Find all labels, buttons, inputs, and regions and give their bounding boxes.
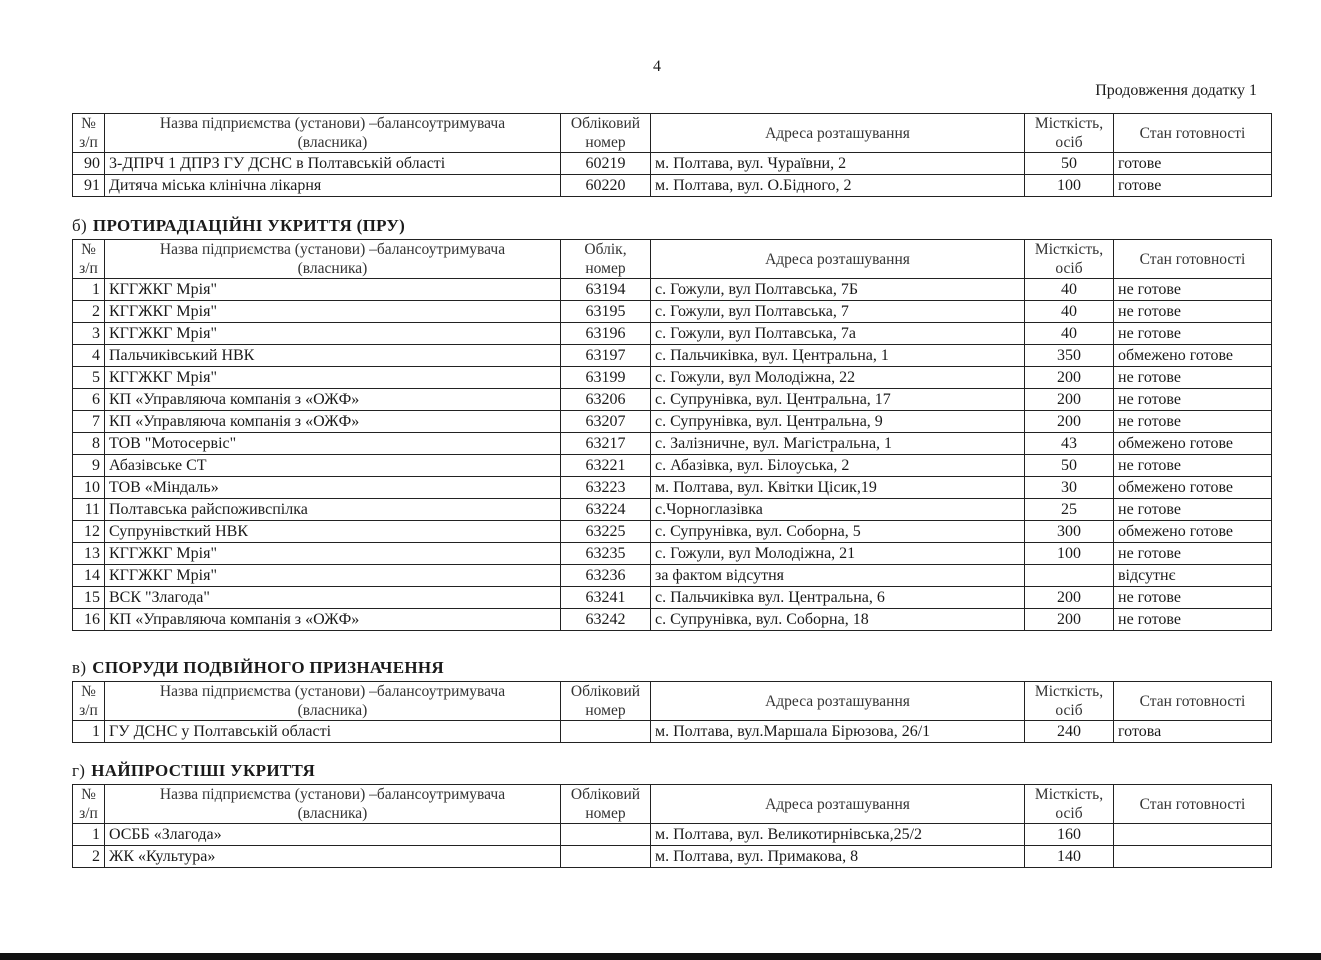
- col-header-address: Адреса розташування: [651, 240, 1025, 279]
- col-header-capacity: Місткість, осіб: [1025, 240, 1114, 279]
- table-row: [73, 175, 1272, 197]
- cell-address: с. Гожули, вул Молодіжна, 21: [651, 543, 1025, 565]
- cell-num: 4: [73, 345, 105, 367]
- cell-capacity: 50: [1025, 153, 1114, 175]
- table-header-row: [73, 114, 1272, 153]
- cell-status: не готове: [1114, 455, 1272, 477]
- cell-name: ТОВ «Міндаль»: [105, 477, 561, 499]
- table-row: [73, 367, 1272, 389]
- cell-num: 2: [73, 301, 105, 323]
- cell-reg-number: [561, 824, 651, 846]
- cell-reg-number: 63223: [561, 477, 651, 499]
- cell-address: м. Полтава, вул.Маршала Бірюзова, 26/1: [651, 721, 1025, 743]
- cell-status: не готове: [1114, 279, 1272, 301]
- col-header-name: Назва підприємства (установи) –балансоутримувача (власника): [105, 240, 561, 279]
- cell-status: не готове: [1114, 609, 1272, 631]
- cell-status: [1114, 824, 1272, 846]
- cell-name: КГГЖКГ Мрія": [105, 279, 561, 301]
- cell-reg-number: 63196: [561, 323, 651, 345]
- table-row: [73, 345, 1272, 367]
- table-row: [73, 846, 1272, 868]
- cell-capacity: 40: [1025, 301, 1114, 323]
- cell-status: не готове: [1114, 543, 1272, 565]
- cell-address: с. Супрунівка, вул. Соборна, 18: [651, 609, 1025, 631]
- cell-capacity: [1025, 565, 1114, 587]
- cell-capacity: 140: [1025, 846, 1114, 868]
- cell-num: 11: [73, 499, 105, 521]
- shelters-table-a: [72, 113, 1272, 197]
- cell-status: обмежено готове: [1114, 345, 1272, 367]
- shelters-table-d: [72, 784, 1272, 868]
- cell-status: обмежено готове: [1114, 477, 1272, 499]
- table-row: [73, 721, 1272, 743]
- cell-capacity: 200: [1025, 411, 1114, 433]
- cell-name: КП «Управляюча компанія з «ОЖФ»: [105, 389, 561, 411]
- table-header-row: [73, 785, 1272, 824]
- cell-status: не готове: [1114, 367, 1272, 389]
- cell-capacity: 240: [1025, 721, 1114, 743]
- cell-num: 2: [73, 846, 105, 868]
- cell-address: с.Чорноглазівка: [651, 499, 1025, 521]
- col-header-status: Стан готовності: [1114, 240, 1272, 279]
- col-header-address: Адреса розташування: [651, 682, 1025, 721]
- cell-reg-number: [561, 846, 651, 868]
- cell-num: 90: [73, 153, 105, 175]
- cell-address: с. Супрунівка, вул. Центральна, 17: [651, 389, 1025, 411]
- table-row: [73, 411, 1272, 433]
- table-row: [73, 477, 1272, 499]
- cell-status: не готове: [1114, 323, 1272, 345]
- cell-capacity: 100: [1025, 175, 1114, 197]
- cell-address: с. Пальчиківка вул. Центральна, 6: [651, 587, 1025, 609]
- cell-capacity: 40: [1025, 323, 1114, 345]
- cell-reg-number: 63241: [561, 587, 651, 609]
- table-row: [73, 455, 1272, 477]
- cell-address: м. Полтава, вул. Великотирнівська,25/2: [651, 824, 1025, 846]
- cell-name: ТОВ "Мотосервіс": [105, 433, 561, 455]
- cell-address: с. Залізничне, вул. Магістральна, 1: [651, 433, 1025, 455]
- cell-status: [1114, 846, 1272, 868]
- section-title-b: б) ПРОТИРАДІАЦІЙНІ УКРИТТЯ (ПРУ): [72, 216, 406, 235]
- cell-num: 10: [73, 477, 105, 499]
- section-title-c: в) СПОРУДИ ПОДВІЙНОГО ПРИЗНАЧЕННЯ: [72, 658, 444, 677]
- cell-num: 5: [73, 367, 105, 389]
- col-header-num: № з/п: [73, 114, 105, 153]
- table-row: [73, 301, 1272, 323]
- cell-status: готова: [1114, 721, 1272, 743]
- cell-name: КП «Управляюча компанія з «ОЖФ»: [105, 411, 561, 433]
- cell-reg-number: 63242: [561, 609, 651, 631]
- cell-reg-number: 60220: [561, 175, 651, 197]
- cell-capacity: 50: [1025, 455, 1114, 477]
- cell-name: ГУ ДСНС у Полтавській області: [105, 721, 561, 743]
- cell-reg-number: 63195: [561, 301, 651, 323]
- cell-name: КГГЖКГ Мрія": [105, 565, 561, 587]
- cell-reg-number: 63235: [561, 543, 651, 565]
- cell-reg-number: 63225: [561, 521, 651, 543]
- col-header-capacity: Місткість, осіб: [1025, 785, 1114, 824]
- cell-name: ВСК "Злагода": [105, 587, 561, 609]
- cell-name: ЖК «Культура»: [105, 846, 561, 868]
- cell-status: не готове: [1114, 587, 1272, 609]
- col-header-reg: Облік, номер: [561, 240, 651, 279]
- cell-name: Полтавська райспоживспілка: [105, 499, 561, 521]
- table-row: [73, 565, 1272, 587]
- cell-num: 91: [73, 175, 105, 197]
- shelters-table-b: [72, 239, 1272, 631]
- col-header-name: Назва підприємства (установи) –балансоутримувача (власника): [105, 114, 561, 153]
- cell-capacity: 200: [1025, 367, 1114, 389]
- table-row: [73, 279, 1272, 301]
- cell-address: с. Абазівка, вул. Білоуська, 2: [651, 455, 1025, 477]
- col-header-status: Стан готовності: [1114, 682, 1272, 721]
- col-header-address: Адреса розташування: [651, 114, 1025, 153]
- cell-num: 3: [73, 323, 105, 345]
- table-row: [73, 499, 1272, 521]
- cell-status: не готове: [1114, 389, 1272, 411]
- cell-name: Дитяча міська клінічна лікарня: [105, 175, 561, 197]
- cell-num: 14: [73, 565, 105, 587]
- col-header-name: Назва підприємства (установи) –балансоутримувача (власника): [105, 682, 561, 721]
- cell-capacity: 30: [1025, 477, 1114, 499]
- table-row: [73, 587, 1272, 609]
- cell-reg-number: 63224: [561, 499, 651, 521]
- table-header-row: [73, 240, 1272, 279]
- col-header-num: № з/п: [73, 785, 105, 824]
- cell-capacity: 100: [1025, 543, 1114, 565]
- cell-status: не готове: [1114, 301, 1272, 323]
- cell-num: 12: [73, 521, 105, 543]
- col-header-reg: Обліковий номер: [561, 785, 651, 824]
- cell-address: за фактом відсутня: [651, 565, 1025, 587]
- cell-status: відсутнє: [1114, 565, 1272, 587]
- table-row: [73, 521, 1272, 543]
- cell-capacity: 160: [1025, 824, 1114, 846]
- cell-address: с. Гожули, вул Полтавська, 7Б: [651, 279, 1025, 301]
- cell-name: КГГЖКГ Мрія": [105, 323, 561, 345]
- cell-capacity: 25: [1025, 499, 1114, 521]
- page-number: 4: [653, 58, 661, 75]
- cell-status: готове: [1114, 153, 1272, 175]
- cell-name: 3-ДПРЧ 1 ДПРЗ ГУ ДСНС в Полтавській області: [105, 153, 561, 175]
- col-header-num: № з/п: [73, 240, 105, 279]
- cell-address: с. Гожули, вул Молодіжна, 22: [651, 367, 1025, 389]
- cell-reg-number: 63221: [561, 455, 651, 477]
- cell-name: Супрунівсткий НВК: [105, 521, 561, 543]
- cell-address: м. Полтава, вул. О.Бідного, 2: [651, 175, 1025, 197]
- cell-name: КП «Управляюча компанія з «ОЖФ»: [105, 609, 561, 631]
- cell-capacity: 200: [1025, 587, 1114, 609]
- table-row: [73, 433, 1272, 455]
- cell-reg-number: 60219: [561, 153, 651, 175]
- cell-status: обмежено готове: [1114, 433, 1272, 455]
- cell-capacity: 350: [1025, 345, 1114, 367]
- section-title-d: г) НАЙПРОСТІШІ УКРИТТЯ: [72, 761, 316, 780]
- cell-address: с. Супрунівка, вул. Центральна, 9: [651, 411, 1025, 433]
- cell-num: 8: [73, 433, 105, 455]
- cell-address: м. Полтава, вул. Чураївни, 2: [651, 153, 1025, 175]
- shelters-table-c: [72, 681, 1272, 743]
- cell-num: 15: [73, 587, 105, 609]
- col-header-reg: Обліковий номер: [561, 682, 651, 721]
- col-header-capacity: Місткість, осіб: [1025, 114, 1114, 153]
- cell-num: 7: [73, 411, 105, 433]
- cell-status: обмежено готове: [1114, 521, 1272, 543]
- scan-bottom-edge: [0, 953, 1321, 960]
- col-header-name: Назва підприємства (установи) –балансоутримувача (власника): [105, 785, 561, 824]
- cell-status: готове: [1114, 175, 1272, 197]
- continuation-label: Продовження додатку 1: [1095, 82, 1257, 99]
- cell-num: 9: [73, 455, 105, 477]
- col-header-status: Стан готовності: [1114, 785, 1272, 824]
- cell-capacity: 43: [1025, 433, 1114, 455]
- cell-name: ОСББ «Злагода»: [105, 824, 561, 846]
- cell-num: 1: [73, 279, 105, 301]
- cell-address: с. Гожули, вул Полтавська, 7: [651, 301, 1025, 323]
- table-row: [73, 824, 1272, 846]
- col-header-reg: Обліковий номер: [561, 114, 651, 153]
- cell-num: 6: [73, 389, 105, 411]
- col-header-address: Адреса розташування: [651, 785, 1025, 824]
- table-header-row: [73, 682, 1272, 721]
- cell-reg-number: 63194: [561, 279, 651, 301]
- cell-reg-number: 63217: [561, 433, 651, 455]
- cell-address: м. Полтава, вул. Примакова, 8: [651, 846, 1025, 868]
- cell-status: не готове: [1114, 499, 1272, 521]
- cell-address: м. Полтава, вул. Квітки Цісик,19: [651, 477, 1025, 499]
- table-row: [73, 323, 1272, 345]
- cell-reg-number: 63207: [561, 411, 651, 433]
- cell-num: 16: [73, 609, 105, 631]
- cell-address: с. Супрунівка, вул. Соборна, 5: [651, 521, 1025, 543]
- cell-reg-number: 63206: [561, 389, 651, 411]
- cell-address: с. Гожули, вул Полтавська, 7а: [651, 323, 1025, 345]
- cell-num: 13: [73, 543, 105, 565]
- cell-num: 1: [73, 721, 105, 743]
- table-row: [73, 153, 1272, 175]
- col-header-num: № з/п: [73, 682, 105, 721]
- cell-reg-number: [561, 721, 651, 743]
- cell-capacity: 40: [1025, 279, 1114, 301]
- cell-name: Пальчиківський НВК: [105, 345, 561, 367]
- cell-reg-number: 63236: [561, 565, 651, 587]
- cell-address: с. Пальчиківка, вул. Центральна, 1: [651, 345, 1025, 367]
- table-row: [73, 389, 1272, 411]
- cell-status: не готове: [1114, 411, 1272, 433]
- cell-name: КГГЖКГ Мрія": [105, 367, 561, 389]
- col-header-capacity: Місткість, осіб: [1025, 682, 1114, 721]
- cell-name: КГГЖКГ Мрія": [105, 543, 561, 565]
- cell-name: Абазівське СТ: [105, 455, 561, 477]
- cell-num: 1: [73, 824, 105, 846]
- cell-capacity: 300: [1025, 521, 1114, 543]
- table-row: [73, 609, 1272, 631]
- cell-capacity: 200: [1025, 609, 1114, 631]
- cell-reg-number: 63197: [561, 345, 651, 367]
- cell-reg-number: 63199: [561, 367, 651, 389]
- cell-name: КГГЖКГ Мрія": [105, 301, 561, 323]
- table-row: [73, 543, 1272, 565]
- col-header-status: Стан готовності: [1114, 114, 1272, 153]
- cell-capacity: 200: [1025, 389, 1114, 411]
